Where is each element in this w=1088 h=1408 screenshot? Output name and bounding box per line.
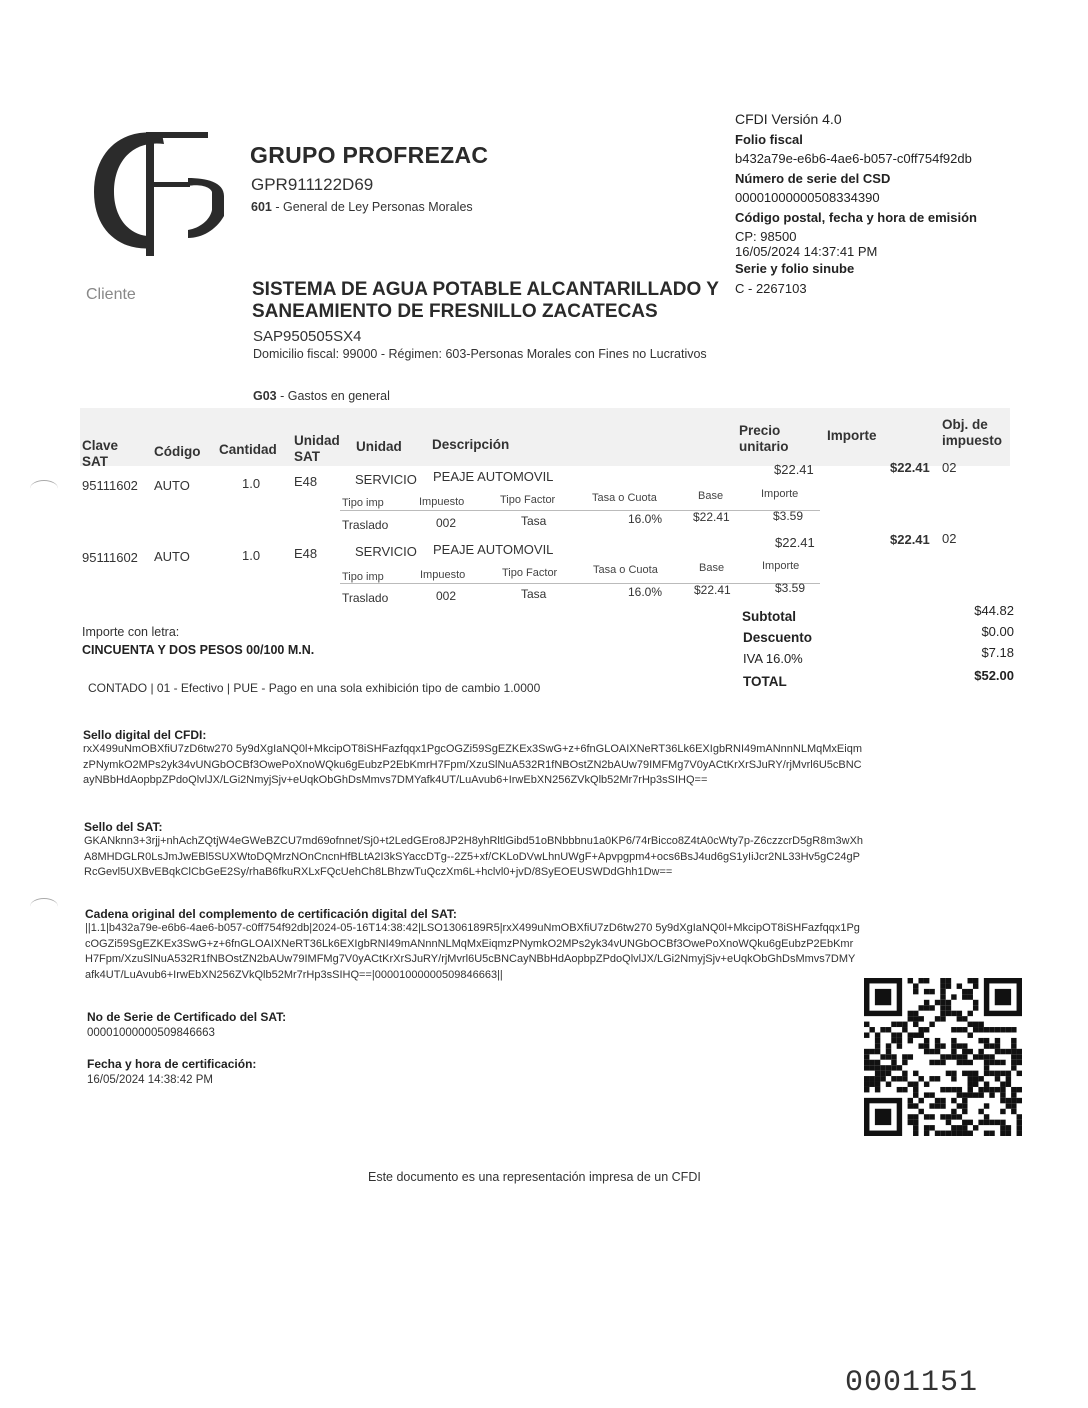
th-clave: Clave SAT bbox=[82, 438, 119, 469]
row-codigo: AUTO bbox=[154, 549, 190, 564]
csd-label: Número de serie del CSD bbox=[735, 170, 891, 186]
subtotal-value: $44.82 bbox=[974, 603, 1014, 618]
tax-base: $22.41 bbox=[693, 510, 730, 524]
client-label: Cliente bbox=[86, 286, 136, 303]
hole-punch-mark bbox=[30, 898, 58, 915]
cert-sat-label: No de Serie de Certificado del SAT: bbox=[87, 1010, 287, 1024]
th-unidad-sat: Unidad SAT bbox=[294, 433, 340, 464]
payment-info: CONTADO | 01 - Efectivo | PUE - Pago en una sola exhibición tipo de cambio 1.0000 bbox=[88, 681, 541, 695]
tax-th-tasa: Tasa o Cuota bbox=[593, 564, 658, 576]
row-descripcion: PEAJE AUTOMOVIL bbox=[433, 542, 554, 557]
cadena-label: Cadena original del complemento de certificación digital del SAT: bbox=[85, 907, 457, 921]
client-name: SISTEMA DE AGUA POTABLE ALCANTARILLADO Y SANEAMIENTO DE FRESNILLO ZACATECAS bbox=[252, 279, 719, 322]
th-codigo: Código bbox=[154, 444, 201, 459]
issuer-regime-code: 601 bbox=[251, 200, 272, 214]
tax-th-impuesto: Impuesto bbox=[419, 496, 465, 508]
tax-divider bbox=[340, 510, 820, 511]
tax-th-base: Base bbox=[698, 490, 724, 502]
cadena-value: ||1.1|b432a79e-e6b6-4ae6-b057-c0ff754f92db|2024-05-16T14:38:42|LSO1306189R5|rxX499uNmOBXfiU7zD6tw270 5y9dXgIaNQ0l+MkcipOT8iSHFazfqqx1PgcOGZi59SgEZKEx3SwG+z+6fnGLOAIXNeRT36Lk6EXIgbRNI49mANnnNLMqMxEiqmzPNymkO2MPs2yk34vUNGbOCBf3OwePoXnoWQku6gEubzP2EbKmrH7Fpm/XzuSlNuA532R1fNBOstZN2bAUw79IMFMg7V0yACtKrXrSJuRY/rjMvrl6U5cBNCayNBbHdAopbpZPdoQlvlJX/LGi2NmyjSjv+eUqkObGhDsMmvs7DMYafk4UT/LuAvub6+IrwEbXN256ZVkQlb52Mr7rHp3sSIHQ==|00001000000509846663|| bbox=[85, 922, 860, 981]
row-importe: $22.41 bbox=[890, 460, 930, 475]
tax-tasa: 16.0% bbox=[628, 585, 663, 599]
row-descripcion: PEAJE AUTOMOVIL bbox=[433, 469, 554, 484]
iva-label: IVA 16.0% bbox=[743, 651, 803, 666]
tax-th-base: Base bbox=[699, 562, 725, 574]
client-cfdi-use bbox=[253, 389, 390, 403]
th-importe: Importe bbox=[827, 428, 877, 443]
tax-factor: Tasa bbox=[521, 587, 547, 601]
cp-label: Código postal, fecha y hora de emisión bbox=[735, 209, 977, 225]
cfdi-use-desc: - Gastos en general bbox=[276, 389, 390, 403]
issuer-regime bbox=[251, 200, 473, 214]
descuento-value: $0.00 bbox=[981, 624, 1014, 639]
th-obj-impuesto: Obj. de impuesto bbox=[942, 417, 1003, 448]
tax-divider bbox=[340, 583, 820, 584]
hole-punch-mark bbox=[30, 480, 58, 497]
fecha-cert-value: 16/05/2024 14:38:42 PM bbox=[87, 1074, 213, 1086]
row-codigo: AUTO bbox=[154, 478, 190, 493]
tax-tipo: Traslado bbox=[342, 518, 389, 532]
row-unidad: SERVICIO bbox=[355, 472, 417, 487]
tax-th-tipo: Tipo imp bbox=[342, 497, 384, 509]
tax-th-importe: Importe bbox=[762, 560, 800, 572]
company-logo bbox=[84, 120, 234, 260]
sello-sat-value: GKANknn3+3rjj+nhAchZQtjW4eGWeBZCU7md69ofnnet/Sj0+t2LedGEro8JP2H8yhRltlGibd51oBNbbbnu1a0KP6/74rBicco8Z4tA0cWty7p-Z6czzcrD5gR8m3wXhA8MHDGLR0LsJmJwEBl5SUXWtoDQMrzNOnCncnHfBLtA2I3kSYaccDTg--2Z5+xf/CKLoDVwLhnUWgF+Apvpgpm4+ocs6BsJ4ud6gS1yIiJcr2NL33Hv5gC24gPRcGevl5UXBvEBqkClCbGeE2Sy/rhaB6fkuRXLxFQcUehCh8LBhzwTuQczXm6L+hclvl0+jvD/8SyEOEUSWDdGhh1Dw== bbox=[84, 835, 864, 878]
importe-letra-value: CINCUENTA Y DOS PESOS 00/100 M.N. bbox=[82, 643, 315, 657]
fecha-cert-label: Fecha y hora de certificación: bbox=[87, 1057, 257, 1071]
row-precio: $22.41 bbox=[774, 462, 814, 477]
csd-value: 00001000000508334390 bbox=[735, 190, 880, 205]
tax-th-impuesto: Impuesto bbox=[420, 569, 466, 581]
issuer-rfc: GPR911122D69 bbox=[251, 175, 374, 194]
descuento-label: Descuento bbox=[743, 630, 813, 645]
row-clave: 95111602 bbox=[82, 478, 138, 493]
th-precio: Precio unitario bbox=[739, 423, 789, 454]
tax-importe: $3.59 bbox=[773, 509, 804, 523]
tax-impuesto: 002 bbox=[436, 589, 457, 603]
sello-cfdi-label: Sello digital del CFDI: bbox=[83, 728, 207, 742]
row-clave: 95111602 bbox=[82, 550, 138, 565]
tax-impuesto: 002 bbox=[436, 516, 457, 530]
th-unidad: Unidad bbox=[356, 439, 402, 454]
importe-letra-label: Importe con letra: bbox=[82, 625, 180, 639]
page-number: 0001151 bbox=[845, 1366, 979, 1400]
serie-label: Serie y folio sinube bbox=[735, 261, 855, 276]
tax-th-tasa: Tasa o Cuota bbox=[592, 492, 657, 504]
tax-th-importe: Importe bbox=[761, 488, 799, 500]
tax-th-factor: Tipo Factor bbox=[502, 567, 558, 579]
tax-th-factor: Tipo Factor bbox=[500, 494, 556, 506]
th-cantidad: Cantidad bbox=[219, 442, 277, 457]
tax-th-tipo: Tipo imp bbox=[342, 571, 384, 583]
footer-note: Este documento es una representación impresa de un CFDI bbox=[368, 1170, 701, 1184]
tax-importe: $3.59 bbox=[775, 581, 806, 595]
row-obj: 02 bbox=[942, 460, 957, 475]
row-unidad: SERVICIO bbox=[355, 544, 417, 559]
tax-base: $22.41 bbox=[694, 583, 731, 597]
cfdi-version: CFDI Versión 4.0 bbox=[735, 111, 842, 127]
row-precio: $22.41 bbox=[775, 535, 815, 550]
total-value: $52.00 bbox=[974, 668, 1014, 683]
tax-factor: Tasa bbox=[521, 514, 547, 528]
client-rfc: SAP950505SX4 bbox=[253, 328, 362, 345]
serie-value: C - 2267103 bbox=[735, 280, 807, 296]
tax-tipo: Traslado bbox=[342, 591, 389, 605]
sello-cfdi-value: rxX499uNmOBXfiU7zD6tw270 5y9dXgIaNQ0l+MkcipOT8iSHFazfqqx1PgcOGZi59SgEZKEx3SwG+z+6fnGLOAIXNeRT36Lk6EXIgbRNI49mANnnNLMqMxEiqmzPNymkO2MPs2yk34vUNGbOCBf3OwePoXnoWQku6gEubzP2EbKmrH7Fpm/XzuSlNuA532R1fNBOstZN2bAUw79IMFMg7V0yACtKrXrSJuRY/rjMvrl6U5cBNCayNBbHdAopbpZPdoQlvlJX/LGi2NmyjSjv+eUqkObGhDsMmvs7DMYafk4UT/LuAvub6+IrwEbXN256ZVkQlb52Mr7rHp3sSIHQ== bbox=[83, 743, 862, 786]
cp-value: CP: 98500 bbox=[735, 229, 797, 244]
emission-datetime: 16/05/2024 14:37:41 PM bbox=[735, 244, 878, 259]
cert-sat-value: 00001000000509846663 bbox=[87, 1027, 215, 1039]
issuer-name: GRUPO PROFREZAC bbox=[250, 142, 489, 168]
subtotal-label: Subtotal bbox=[742, 609, 796, 624]
cfdi-use-code: G03 bbox=[253, 389, 277, 403]
folio-label: Folio fiscal bbox=[735, 131, 803, 147]
row-cantidad: 1.0 bbox=[242, 476, 261, 491]
qr-code bbox=[864, 978, 1022, 1136]
th-descripcion: Descripción bbox=[432, 437, 510, 452]
folio-value: b432a79e-e6b6-4ae6-b057-c0ff754f92db bbox=[735, 151, 972, 166]
tax-tasa: 16.0% bbox=[628, 512, 663, 526]
row-unidad-sat: E48 bbox=[294, 474, 318, 489]
row-cantidad: 1.0 bbox=[242, 548, 261, 563]
row-importe: $22.41 bbox=[890, 532, 930, 547]
cfdi-info bbox=[735, 110, 1035, 298]
total-label: TOTAL bbox=[743, 674, 787, 689]
row-obj: 02 bbox=[942, 531, 957, 546]
iva-value: $7.18 bbox=[981, 645, 1014, 660]
client-domicilio: Domicilio fiscal: 99000 - Régimen: 603-Personas Morales con Fines no Lucrativos bbox=[253, 347, 707, 361]
sello-sat-label: Sello del SAT: bbox=[84, 820, 163, 834]
issuer-regime-desc: - General de Ley Personas Morales bbox=[271, 200, 473, 214]
row-unidad-sat: E48 bbox=[294, 546, 318, 561]
